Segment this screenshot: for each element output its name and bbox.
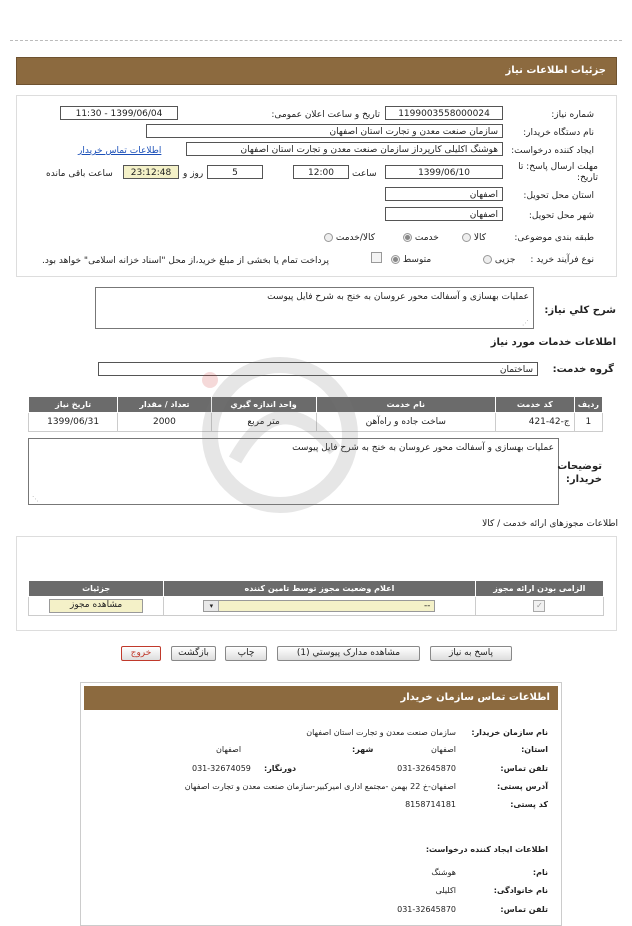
buyer-notes-label: توضيحات خريدار: bbox=[557, 461, 602, 485]
radio-selected-icon bbox=[391, 255, 400, 264]
contact-phone-label: تلفن تماس: bbox=[500, 764, 548, 773]
contact-panel bbox=[80, 682, 562, 926]
contact-org-label: نام سازمان خریدار: bbox=[471, 728, 548, 737]
permits-table bbox=[28, 580, 604, 616]
service-group-field: ساختمان bbox=[98, 362, 538, 376]
category-option-goods[interactable]: کالا bbox=[462, 233, 486, 243]
back-button[interactable]: بازگشت bbox=[171, 646, 216, 661]
contact-title: اطلاعات تماس سازمان خریدار bbox=[400, 692, 550, 703]
creator-name: هوشنگ bbox=[431, 868, 456, 877]
form-panel bbox=[16, 95, 617, 277]
col-qty: تعداد / مقدار bbox=[118, 397, 211, 413]
payment-checkbox[interactable] bbox=[371, 252, 382, 263]
col-permit-status: اعلام وضعیت مجوز توسط تامین کننده bbox=[164, 581, 475, 597]
deadline-time-label: ساعت bbox=[352, 169, 377, 179]
view-permit-button[interactable]: مشاهده مجوز bbox=[49, 599, 143, 613]
contact-province-label: استان: bbox=[521, 745, 548, 754]
need-number-field: 1199003558000024 bbox=[385, 106, 503, 120]
category-label: طبقه بندی موضوعی: bbox=[514, 233, 594, 243]
creator-family-label: نام خانوادگی: bbox=[493, 886, 548, 895]
contact-address: اصفهان-خ 22 بهمن -مجتمع اداری امیرکبیر-سازمان صنعت معدن و تجارت اصفهان bbox=[184, 782, 456, 791]
radio-icon bbox=[324, 233, 333, 242]
contact-city: اصفهان bbox=[216, 745, 242, 754]
creator-name-label: نام: bbox=[532, 868, 548, 877]
province-label: استان محل تحویل: bbox=[523, 191, 594, 201]
col-row: رديف bbox=[574, 397, 602, 413]
contact-city-label: شهر: bbox=[352, 745, 374, 754]
general-desc-label: شرح کلي نياز: bbox=[544, 305, 616, 316]
buyer-contact-link[interactable]: اطلاعات تماس خریدار bbox=[78, 146, 162, 156]
contact-fax-label: دورنگار: bbox=[264, 764, 297, 773]
requester-label: ایجاد کننده درخواست: bbox=[511, 146, 594, 156]
deadline-label: مهلت ارسال پاسخ: تا تاریخ: bbox=[518, 162, 598, 183]
creator-family: اکلیلی bbox=[435, 886, 456, 895]
process-option-medium[interactable]: متوسط bbox=[391, 255, 431, 265]
deadline-date-field: 1399/06/10 bbox=[385, 165, 503, 179]
remaining-time-field: 23:12:48 bbox=[123, 165, 179, 179]
table-row bbox=[29, 597, 604, 616]
col-name: نام خدمت bbox=[316, 397, 495, 413]
contact-province: اصفهان bbox=[430, 745, 456, 754]
col-unit: واحد اندازه گيري bbox=[211, 397, 316, 413]
creator-title: اطلاعات ایجاد کننده درخواست: bbox=[425, 845, 548, 854]
contact-fax: 031-32674059 bbox=[192, 764, 251, 773]
col-permit-details: جزئیات bbox=[29, 581, 164, 597]
buyer-org-field: سازمان صنعت معدن و تجارت استان اصفهان bbox=[146, 124, 503, 138]
radio-icon bbox=[483, 255, 492, 264]
buyer-org-label: نام دستگاه خریدار: bbox=[523, 128, 594, 138]
permits-table-header bbox=[29, 581, 604, 597]
radio-selected-icon bbox=[403, 233, 412, 242]
page-title: جزئیات اطلاعات نیاز bbox=[505, 65, 606, 76]
chevron-down-icon: ▾ bbox=[204, 601, 219, 611]
buyer-notes-box: عملیات بهسازی و آسفالت محور عروسان به خنج به شرح فایل پیوست ⋱ bbox=[28, 438, 559, 505]
resize-handle-icon[interactable]: ⋱ bbox=[32, 495, 39, 503]
exit-button[interactable]: خروج bbox=[121, 646, 161, 661]
attachments-button[interactable]: مشاهده مدارک پيوستي (1) bbox=[277, 646, 420, 661]
top-divider bbox=[10, 40, 622, 41]
creator-phone-label: تلفن تماس: bbox=[500, 905, 548, 914]
col-date: تاريخ نياز bbox=[29, 397, 118, 413]
permits-title: اطلاعات مجوزهای ارائه خدمت / کالا bbox=[482, 519, 618, 529]
permit-required-checkbox[interactable]: ✓ bbox=[533, 600, 545, 612]
announce-datetime-label: تاریخ و ساعت اعلان عمومی: bbox=[271, 110, 380, 120]
creator-phone: 031-32645870 bbox=[397, 905, 456, 914]
general-desc-box: عملیات بهسازی و آسفالت محور عروسان به خنج به شرح فایل پیوست ⋰ bbox=[95, 287, 534, 329]
city-label: شهر محل تحویل: bbox=[528, 211, 594, 221]
category-option-goods-service[interactable]: کالا/خدمت bbox=[324, 233, 375, 243]
days-label: روز و bbox=[183, 169, 204, 179]
service-group-label: گروه خدمت: bbox=[552, 364, 614, 375]
contact-postal: 8158714181 bbox=[405, 800, 456, 809]
contact-org: سازمان صنعت معدن و تجارت استان اصفهان bbox=[306, 728, 456, 737]
province-field: اصفهان bbox=[385, 187, 503, 201]
payment-note: پرداخت تمام یا بخشی از مبلغ خرید،از محل "اسناد خزانه اسلامی" خواهد بود. bbox=[42, 256, 330, 266]
need-number-label: شماره نیاز: bbox=[551, 110, 594, 120]
permit-status-select[interactable]: -- ▾ bbox=[203, 600, 435, 612]
remaining-time-label: ساعت باقی مانده bbox=[46, 169, 113, 179]
contact-phone: 031-32645870 bbox=[397, 764, 456, 773]
contact-address-label: آدرس پستی: bbox=[497, 782, 548, 791]
contact-header bbox=[84, 686, 558, 710]
deadline-time-field: 12:00 bbox=[293, 165, 349, 179]
reply-button[interactable]: پاسخ به نياز bbox=[430, 646, 512, 661]
process-option-minor[interactable]: جزیی bbox=[483, 255, 515, 265]
contact-postal-label: کد پستی: bbox=[510, 800, 548, 809]
page-header bbox=[16, 57, 617, 85]
table-row: 1 ج-42-421 ساخت جاده و راه‌آهن متر مربع 2000 1399/06/31 bbox=[29, 413, 603, 432]
radio-icon bbox=[462, 233, 471, 242]
col-code: کد خدمت bbox=[495, 397, 574, 413]
announce-datetime-field: 1399/06/04 - 11:30 bbox=[60, 106, 178, 120]
process-type-label: نوع فرآیند خرید : bbox=[530, 255, 594, 265]
requester-field: هوشنگ اکلیلی کارپرداز سازمان صنعت معدن و تجارت استان اصفهان bbox=[186, 142, 503, 156]
services-section-title: اطلاعات خدمات مورد نياز bbox=[490, 337, 616, 348]
remaining-days-field: 5 bbox=[207, 165, 263, 179]
print-button[interactable]: چاپ bbox=[225, 646, 267, 661]
city-field: اصفهان bbox=[385, 207, 503, 221]
col-permit-required: الزامی بودن ارائه مجوز bbox=[475, 581, 603, 597]
category-option-service[interactable]: خدمت bbox=[403, 233, 439, 243]
resize-handle-icon[interactable]: ⋰ bbox=[522, 319, 529, 327]
watermark-logo-icon bbox=[140, 340, 420, 540]
